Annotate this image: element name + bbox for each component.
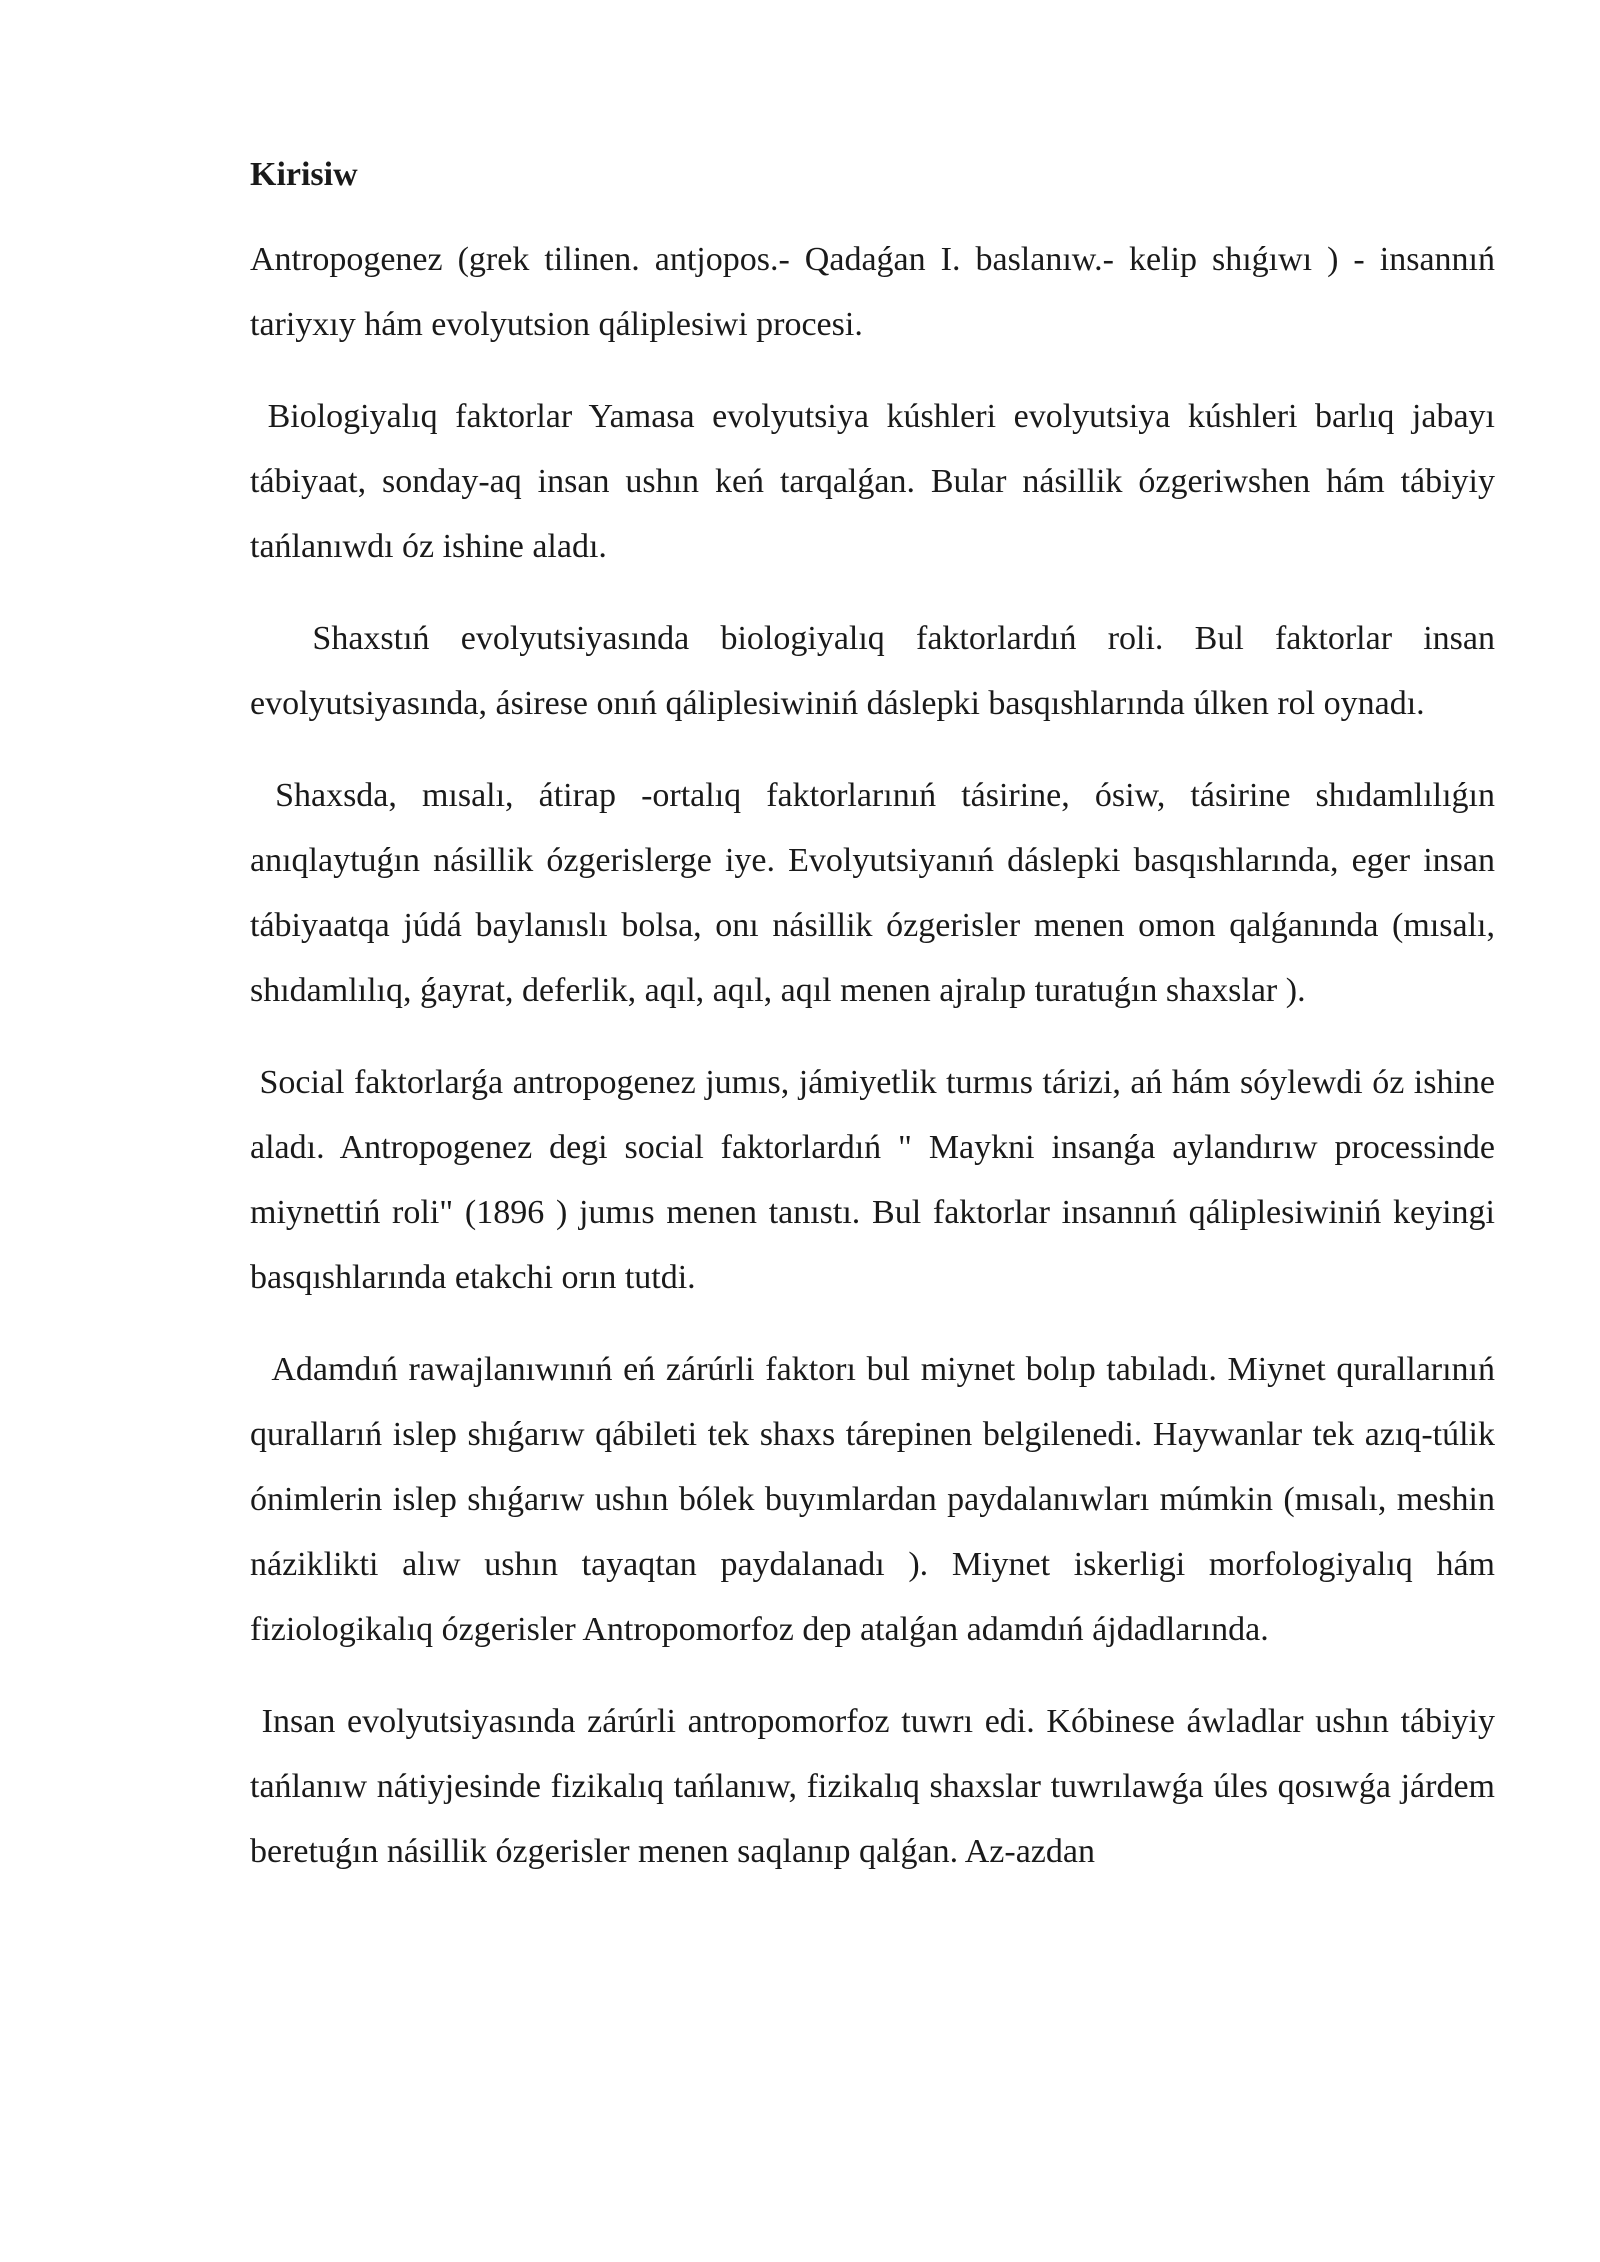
document-heading: Kirisiw [250,156,358,193]
document-page [250,150,1504,1884]
paragraph-labor: Adamdıń rawajlanıwınıń eń zárúrli faktorı bul miynet bolıp tabıladı. Miynet qurallarınıń qurallarıń islep shıǵarıw qábileti tek shaxs tárepinen belgilenedi. Haywanlar tek azıq-túlik ónimlerin islep shıǵarıw ushın bólek buyımlardan paydalanıwları múmkin (mısalı, meshin náziklikti alıw ushın tayaqtan paydalanadı ). Miynet iskerligi morfologiyalıq hám fiziologikalıq ózgerisler Antropomorfoz dep atalǵan adamdıń ájdadlarında. [250,1351,1504,1648]
paragraph-social-factors: Social faktorlarǵa antropogenez jumıs, jámiyetlik turmıs tárizi, ań hám sóylewdi óz ishine aladı. Antropogenez degi social faktorlardıń " Maykni insanǵa aylandırıw processinde miynettiń roli" (1896 ) jumıs menen tanıstı. Bul faktorlar insannıń qáliplesiwiniń keyingi basqıshlarında etakchi orın tutdi. [250,1064,1504,1296]
paragraph-hereditary-changes: Shaxsda, mısalı, átirap -ortalıq faktorlarınıń tásirine, ósiw, tásirine shıdamlılıǵın anıqlaytuǵın násillik ózgerislerge iye. Evolyutsiyanıń dáslepki basqıshlarında, eger insan tábiyaatqa júdá baylanıslı bolsa, onı násillik ózgerisler menen omon qalǵanında (mısalı, shıdamlılıq, ǵayrat, deferlik, aqıl, aqıl, aqıl menen ajralıp turatuǵın shaxslar ). [250,777,1504,1009]
paragraph-biological-factors: Biologiyalıq faktorlar Yamasa evolyutsiya kúshleri evolyutsiya kúshleri barlıq jabayı tábiyaat, sonday-aq insan ushın keń tarqalǵan. Bular násillik ózgeriwshen hám tábiyiy tańlanıwdı óz ishine aladı. [250,398,1504,565]
paragraph-intro: Antropogenez (grek tilinen. antjopos.- Qadaǵan I. baslanıw.- kelip shıǵıwı ) - insannıń tariyxıy hám evolyutsion qáliplesiwi procesi. [250,241,1504,343]
paragraph-anthropomorphosis: Insan evolyutsiyasında zárúrli antropomorfoz tuwrı edi. Kóbinese áwladlar ushın tábiyiy tańlanıw nátiyjesinde fizikalıq tańlanıw, fizikalıq shaxslar tuwrılawǵa úles qosıwǵa járdem beretuǵın násillik ózgerisler menen saqlanıp qalǵan. Az-azdan [250,1703,1504,1870]
paragraph-role-of-biology: Shaxstıń evolyutsiyasında biologiyalıq faktorlardıń roli. Bul faktorlar insan evolyutsiyasında, ásirese onıń qáliplesiwiniń dáslepki basqıshlarında úlken rol oynadı. [250,620,1504,722]
